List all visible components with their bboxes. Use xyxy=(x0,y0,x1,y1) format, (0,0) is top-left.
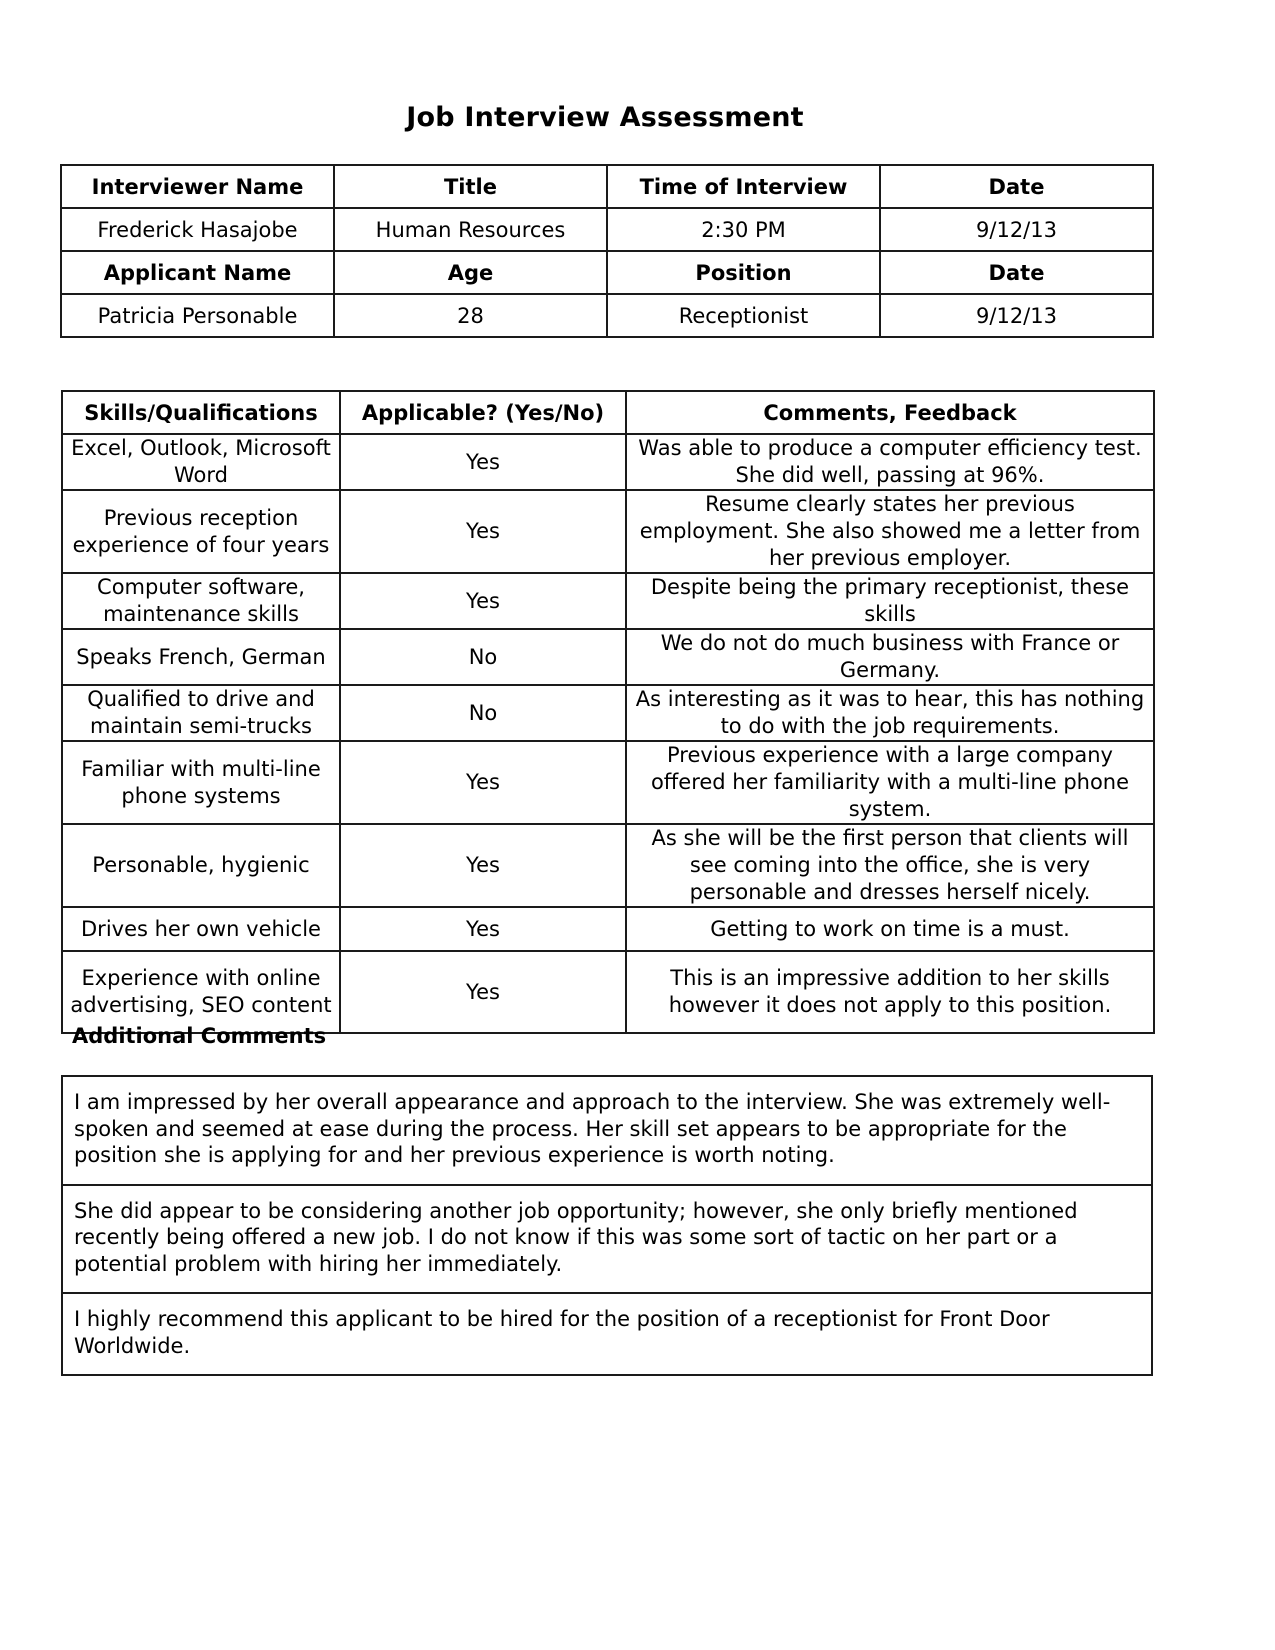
applicant-date-value: 9/12/13 xyxy=(880,294,1153,337)
applicable-cell: No xyxy=(340,629,626,685)
comment-cell: As she will be the first person that clients will see coming into the office, she is very personable and dresses herself nicely. xyxy=(626,824,1154,907)
applicable-cell: Yes xyxy=(340,951,626,1033)
interview-time-header: Time of Interview xyxy=(607,165,880,208)
applicant-date-header: Date xyxy=(880,251,1153,294)
comment-cell: Was able to produce a computer efficiency test. She did well, passing at 96%. xyxy=(626,434,1154,490)
interviewer-name-header: Interviewer Name xyxy=(61,165,334,208)
skill-cell: Personable, hygienic xyxy=(62,824,340,907)
applicant-value-row xyxy=(61,294,1153,337)
interview-time-value: 2:30 PM xyxy=(607,208,880,251)
comment-cell: This is an impressive addition to her skills however it does not apply to this position. xyxy=(626,951,1154,1033)
skill-cell: Familiar with multi-line phone systems xyxy=(62,741,340,824)
table-row xyxy=(62,951,1154,1033)
applicant-position-header: Position xyxy=(607,251,880,294)
skill-cell: Previous reception experience of four years xyxy=(62,490,340,573)
interviewer-title-value: Human Resources xyxy=(334,208,607,251)
table-row xyxy=(62,685,1154,741)
applicant-name-header: Applicant Name xyxy=(61,251,334,294)
interviewer-value-row xyxy=(61,208,1153,251)
comment-paragraph: She did appear to be considering another job opportunity; however, she only briefly mentioned recently being offered a new job. I do not know if this was some sort of tactic on her part or a potential problem with hiring her immediately. xyxy=(62,1185,1152,1294)
applicant-position-value: Receptionist xyxy=(607,294,880,337)
comment-row xyxy=(62,1076,1152,1185)
skill-cell: Excel, Outlook, Microsoft Word xyxy=(62,434,340,490)
applicant-header-row xyxy=(61,251,1153,294)
applicable-cell: Yes xyxy=(340,573,626,629)
comments-header: Comments, Feedback xyxy=(626,391,1154,434)
applicable-cell: Yes xyxy=(340,824,626,907)
comment-cell: We do not do much business with France or Germany. xyxy=(626,629,1154,685)
comment-cell: Despite being the primary receptionist, these skills xyxy=(626,573,1154,629)
applicant-age-header: Age xyxy=(334,251,607,294)
additional-comments-heading: Additional Comments xyxy=(72,1024,327,1048)
applicant-name-value: Patricia Personable xyxy=(61,294,334,337)
interviewer-title-header: Title xyxy=(334,165,607,208)
table-row xyxy=(62,629,1154,685)
applicable-cell: Yes xyxy=(340,434,626,490)
interviewer-header-row xyxy=(61,165,1153,208)
table-row xyxy=(62,824,1154,907)
table-row xyxy=(62,907,1154,951)
comment-row xyxy=(62,1185,1152,1294)
page-title: Job Interview Assessment xyxy=(406,102,804,133)
skills-table xyxy=(61,390,1155,1034)
applicable-cell: Yes xyxy=(340,490,626,573)
skill-cell: Drives her own vehicle xyxy=(62,907,340,951)
skill-cell: Computer software, maintenance skills xyxy=(62,573,340,629)
applicant-age-value: 28 xyxy=(334,294,607,337)
comment-row xyxy=(62,1293,1152,1375)
interview-date-header: Date xyxy=(880,165,1153,208)
additional-comments-table xyxy=(61,1075,1153,1376)
comment-paragraph: I am impressed by her overall appearance and approach to the interview. She was extremely well-spoken and seemed at ease during the process. Her skill set appears to be appropriate for the position she is applying for and her previous experience is worth noting. xyxy=(62,1076,1152,1185)
applicable-cell: No xyxy=(340,685,626,741)
comment-cell: Resume clearly states her previous employment. She also showed me a letter from her previous employer. xyxy=(626,490,1154,573)
table-row xyxy=(62,573,1154,629)
table-row xyxy=(62,434,1154,490)
skill-cell: Qualified to drive and maintain semi-trucks xyxy=(62,685,340,741)
applicable-cell: Yes xyxy=(340,907,626,951)
interviewer-name-value: Frederick Hasajobe xyxy=(61,208,334,251)
comment-cell: Previous experience with a large company offered her familiarity with a multi-line phone system. xyxy=(626,741,1154,824)
table-row xyxy=(62,741,1154,824)
applicable-cell: Yes xyxy=(340,741,626,824)
interview-date-value: 9/12/13 xyxy=(880,208,1153,251)
comment-paragraph: I highly recommend this applicant to be hired for the position of a receptionist for Front Door Worldwide. xyxy=(62,1293,1152,1375)
skill-cell: Experience with online advertising, SEO content xyxy=(62,951,340,1033)
applicable-header: Applicable? (Yes/No) xyxy=(340,391,626,434)
skills-header-row xyxy=(62,391,1154,434)
skill-cell: Speaks French, German xyxy=(62,629,340,685)
interview-info-table xyxy=(60,164,1154,338)
comment-cell: As interesting as it was to hear, this has nothing to do with the job requirements. xyxy=(626,685,1154,741)
table-row xyxy=(62,490,1154,573)
comment-cell: Getting to work on time is a must. xyxy=(626,907,1154,951)
skills-header: Skills/Qualifications xyxy=(62,391,340,434)
